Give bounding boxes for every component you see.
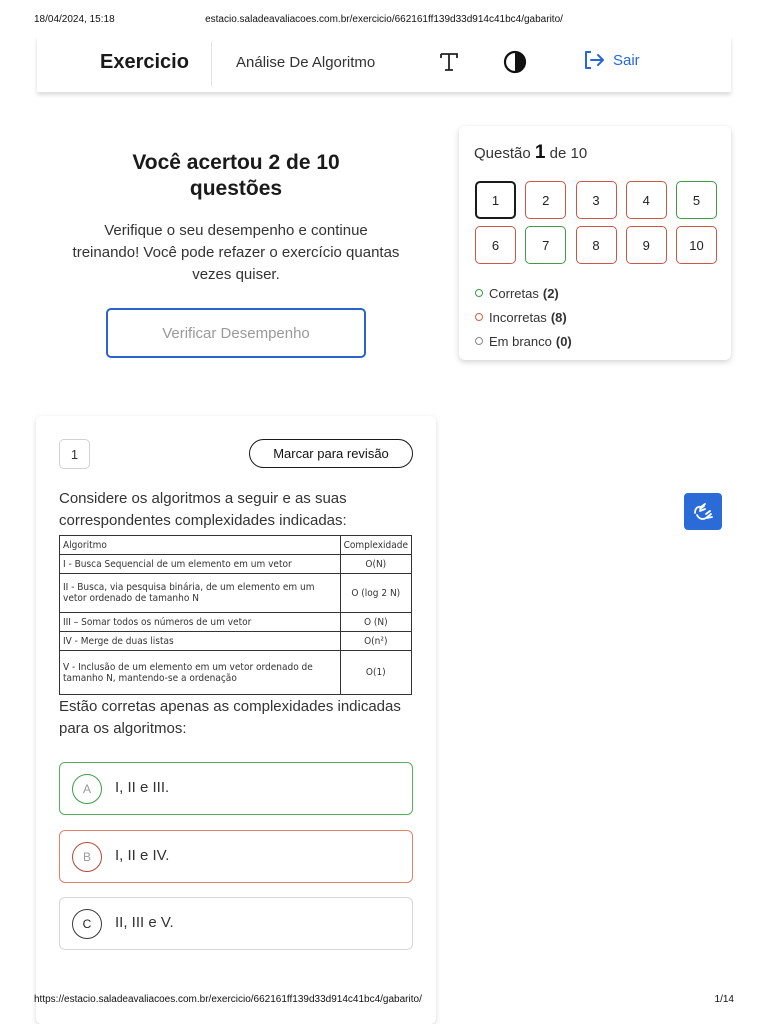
question-button-8[interactable]: 8 (576, 226, 617, 264)
option-text: I, II e IV. (115, 847, 170, 864)
table-header-algorithm: Algoritmo (60, 536, 341, 555)
result-legend (475, 281, 572, 353)
result-message: Verifique o seu desempenho e continue treinando! Você pode refazer o exercício quantas vezes quiser. (72, 222, 400, 283)
sign-language-icon (691, 501, 715, 523)
app-title: Exercicio (100, 51, 189, 73)
print-header (34, 14, 734, 28)
complexity-table (59, 535, 412, 695)
table-cell-algorithm: IV - Merge de duas listas (60, 632, 341, 651)
result-title: Você acertou 2 de 10 questões (132, 151, 340, 200)
logout-button[interactable] (583, 50, 640, 70)
option-letter: B (72, 842, 102, 872)
table-cell-algorithm: I - Busca Sequencial de um elemento em um vetor (60, 555, 341, 574)
question-button-10[interactable]: 10 (676, 226, 717, 264)
question-prompt: Estão corretas apenas as complexidades indicadas para os algoritmos: (59, 698, 401, 737)
top-bar (37, 36, 731, 92)
question-button-3[interactable]: 3 (576, 181, 617, 219)
contrast-button[interactable] (501, 48, 529, 76)
question-button-6[interactable]: 6 (475, 226, 516, 264)
table-row (60, 555, 412, 574)
legend-wrong (475, 305, 572, 329)
question-button-7[interactable]: 7 (525, 226, 566, 264)
print-footer (34, 994, 734, 1008)
legend-correct-count: (2) (542, 285, 559, 301)
table-row (60, 651, 412, 695)
question-counter (474, 142, 587, 164)
question-counter-current: 1 (534, 142, 546, 163)
option-c[interactable] (59, 897, 413, 950)
legend-correct (475, 281, 572, 305)
table-cell-algorithm: V - Inclusão de um elemento em um vetor ordenado de tamanho N, mantendo-se a ordenação (60, 651, 341, 695)
question-grid (475, 181, 717, 264)
blank-dot-icon (475, 337, 483, 345)
question-counter-prefix: Questão (474, 145, 531, 162)
check-performance-button[interactable]: Verificar Desempenho (106, 308, 366, 358)
table-cell-complexity: O (log 2 N) (340, 574, 411, 613)
table-header-complexity: Complexidade (340, 536, 411, 555)
option-text: II, III e V. (115, 914, 174, 931)
question-number-badge: 1 (59, 439, 90, 469)
logout-icon (583, 50, 605, 70)
legend-correct-label: Corretas (489, 285, 539, 301)
result-summary (36, 120, 436, 380)
option-b[interactable] (59, 830, 413, 883)
question-button-2[interactable]: 2 (525, 181, 566, 219)
table-cell-complexity: O(N) (340, 555, 411, 574)
wrong-dot-icon (475, 313, 483, 321)
mark-for-review-button[interactable]: Marcar para revisão (249, 439, 413, 468)
table-row (60, 574, 412, 613)
print-page-url: estacio.saladeavaliacoes.com.br/exercicio/662161ff139d33d914c41bc4/gabarito/ (205, 14, 563, 25)
legend-blank-count: (0) (555, 333, 572, 349)
legend-blank-label: Em branco (489, 333, 552, 349)
question-statement: Considere os algoritmos a seguir e as suas correspondentes complexidades indicadas: (59, 490, 347, 529)
print-datetime: 18/04/2024, 15:18 (34, 14, 115, 25)
question-button-5[interactable]: 5 (676, 181, 717, 219)
question-button-4[interactable]: 4 (626, 181, 667, 219)
option-letter: A (72, 774, 102, 804)
legend-wrong-count: (8) (550, 309, 567, 325)
accessibility-button[interactable] (684, 493, 722, 530)
topbar-divider (211, 42, 212, 86)
subject-name: Análise De Algoritmo (236, 54, 376, 71)
table-row (60, 613, 412, 632)
table-cell-complexity: O (N) (340, 613, 411, 632)
contrast-icon (503, 50, 527, 74)
font-size-button[interactable] (435, 48, 463, 76)
question-button-9[interactable]: 9 (626, 226, 667, 264)
table-cell-complexity: O(1) (340, 651, 411, 695)
table-cell-algorithm: II - Busca, via pesquisa binária, de um elemento em um vetor ordenado de tamanho N (60, 574, 341, 613)
legend-blank (475, 329, 572, 353)
print-footer-url: https://estacio.saladeavaliacoes.com.br/exercicio/662161ff139d33d914c41bc4/gabarito/ (34, 994, 422, 1005)
option-a[interactable] (59, 762, 413, 815)
question-card (36, 416, 436, 1024)
question-navigator (459, 126, 731, 360)
option-text: I, II e III. (115, 779, 170, 796)
print-page-number: 1/14 (714, 994, 734, 1005)
correct-dot-icon (475, 289, 483, 297)
table-row (60, 632, 412, 651)
logout-label: Sair (613, 51, 640, 69)
question-button-1[interactable]: 1 (475, 181, 516, 219)
option-letter: C (72, 909, 102, 939)
legend-wrong-label: Incorretas (489, 309, 547, 325)
font-size-icon (439, 52, 459, 72)
question-counter-suffix: de 10 (549, 145, 588, 162)
table-cell-complexity: O(n²) (340, 632, 411, 651)
table-cell-algorithm: III – Somar todos os números de um vetor (60, 613, 341, 632)
